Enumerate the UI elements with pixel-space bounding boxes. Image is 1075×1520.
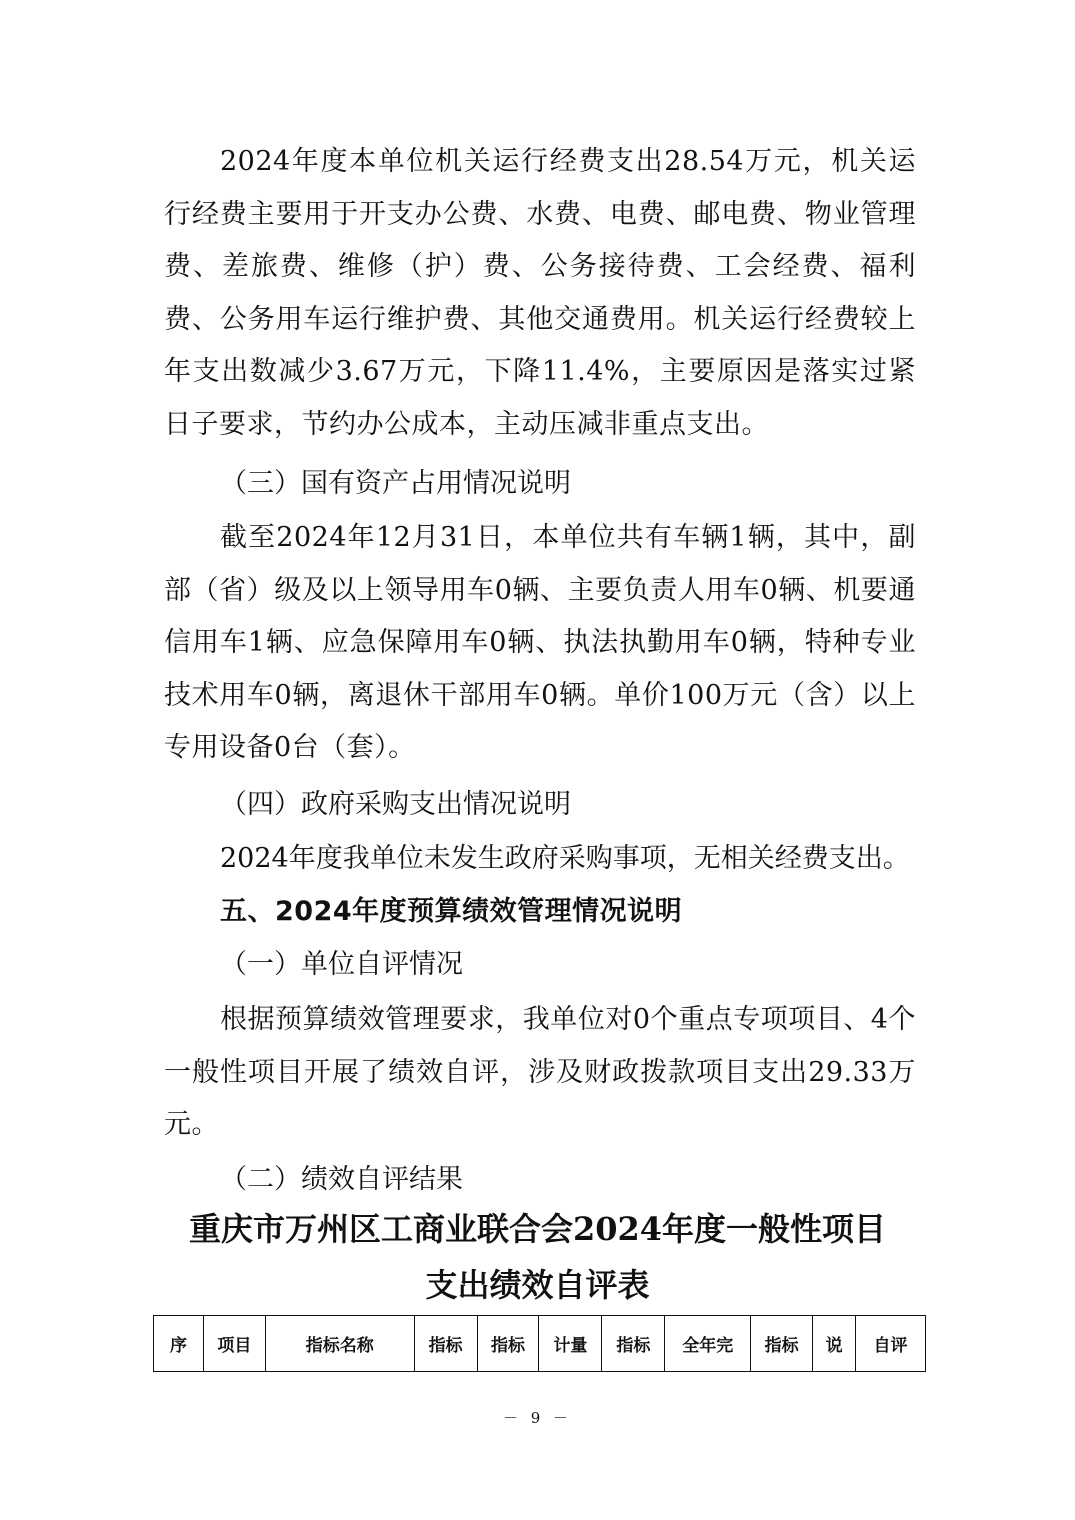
page-number: － 9 －: [502, 1409, 573, 1427]
table-header-cell: 自评: [856, 1316, 926, 1372]
paragraph-operating-expenses: 2024年度本单位机关运行经费支出28.54万元，机关运行经费主要用于开支办公费、水费、电费、邮电费、物业管理费、差旅费、维修（护）费、公务接待费、工会经费、福利费、公务用车运行维护费、其他交通费用。机关运行经费较上年支出数减少3.67万元，下降11.4%，主要原因是落实过紧日子要求，节约办公成本，主动压减非重点支出。: [164, 146, 916, 440]
table-header-cell: 序: [154, 1316, 204, 1372]
evaluation-table: [153, 1315, 926, 1372]
table-header-cell: 计量: [539, 1316, 602, 1372]
table-header-cell: 指标名称: [265, 1316, 414, 1372]
heading-evaluation-results: （二）绩效自评结果: [220, 1164, 463, 1195]
table-header-cell: 指标: [414, 1316, 477, 1372]
section-five-title: 五、2024年度预算绩效管理情况说明: [220, 896, 683, 927]
table-header-row: [154, 1316, 926, 1372]
table-header-cell: 项目: [203, 1316, 265, 1372]
table-header-cell: 全年完: [665, 1316, 751, 1372]
paragraph-unit-self-evaluation: 根据预算绩效管理要求，我单位对0个重点专项项目、4个一般性项目开展了绩效自评，涉及财政拨款项目支出29.33万元。: [164, 1004, 916, 1140]
table-header-cell: 指标: [751, 1316, 813, 1372]
table-header-cell: 指标: [477, 1316, 539, 1372]
table-header-cell: 说: [813, 1316, 856, 1372]
table-title-line1: 重庆市万州区工商业联合会2024年度一般性项目: [188, 1210, 887, 1248]
paragraph-government-procurement: 2024年度我单位未发生政府采购事项，无相关经费支出。: [220, 843, 910, 874]
table-header-cell: 指标: [602, 1316, 665, 1372]
heading-state-assets: （三）国有资产占用情况说明: [220, 468, 571, 499]
heading-unit-self-evaluation: （一）单位自评情况: [220, 949, 463, 980]
heading-government-procurement: （四）政府采购支出情况说明: [220, 789, 571, 820]
paragraph-state-assets: 截至2024年12月31日，本单位共有车辆1辆，其中，副部（省）级及以上领导用车0辆、主要负责人用车0辆、机要通信用车1辆、应急保障用车0辆、执法执勤用车0辆，特种专业技术用车0辆，离退休干部用车0辆。单价100万元（含）以上专用设备0台（套）。: [164, 522, 916, 763]
table-title-line2: 支出绩效自评表: [425, 1266, 650, 1304]
